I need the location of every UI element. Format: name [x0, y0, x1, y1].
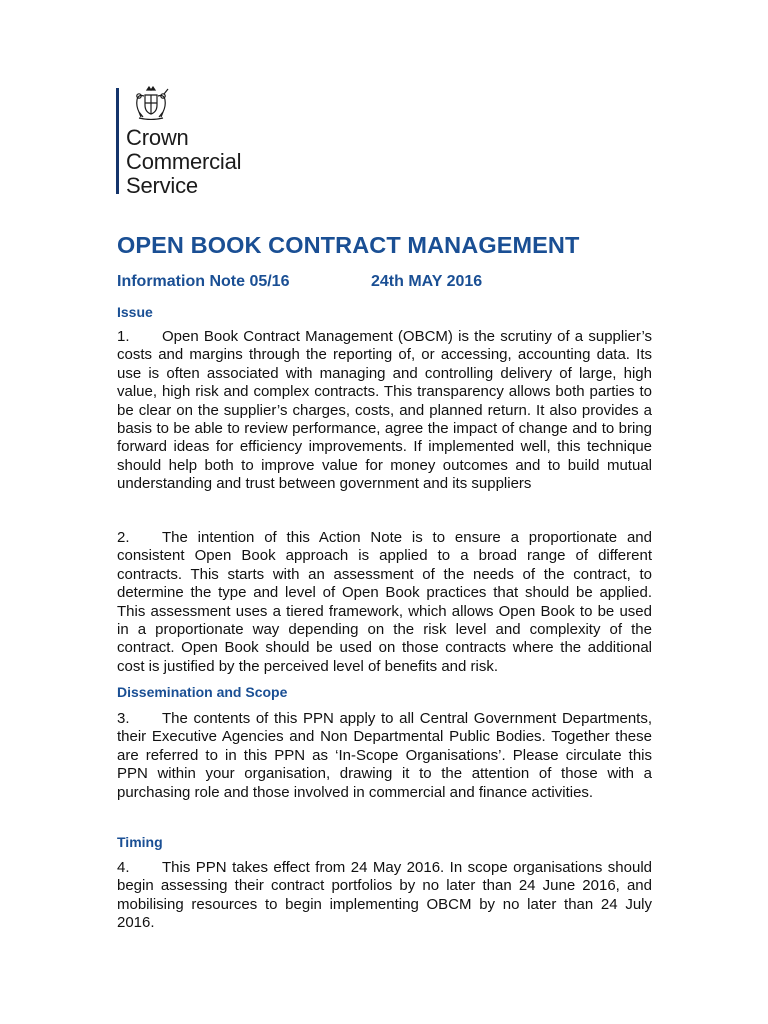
logo-wordmark: [126, 126, 241, 198]
paragraph-text: The intention of this Action Note is to ensure a proportionate and consistent Open Book approach is applied to a broad range of different contracts. This starts with an assessment of the needs of the contract, to determine the type and level of Open Book practices that should be applied. This assessment uses a tiered framework, which allows Open Book to be used in a proportionate way depending on the risk level and complexity of the contract. Open Book should be used on those contracts where the additional cost is justified by the perceived level of benefits and risk.: [117, 529, 652, 675]
paragraph-4: [117, 859, 652, 933]
logo-line-service: Service: [126, 173, 198, 198]
paragraph-number: 1.: [117, 328, 130, 345]
royal-coat-of-arms-icon: [131, 86, 171, 120]
paragraph-1: [117, 328, 652, 494]
crown-commercial-service-logo: [116, 86, 276, 196]
paragraph-text: Open Book Contract Management (OBCM) is the scrutiny of a supplier’s costs and margins through the reporting of, or accessing, accounting data. Its use is often associated with managing and controlling delivery of large, high value, high risk and complex contracts. This transparency allows both parties to be clear on the supplier’s charges, costs, and planned return. It also provides a basis to be able to review performance, agree the impact of change and to bring forward ideas for efficiency improvements. If implemented well, this technique should help both to improve value for money outcomes and to build mutual understanding and trust between government and its suppliers: [117, 328, 652, 493]
info-note-date: 24th MAY 2016: [371, 273, 483, 290]
info-note-line: [117, 273, 483, 291]
paragraph-number: 4.: [117, 859, 130, 876]
document-title: OPEN BOOK CONTRACT MANAGEMENT: [117, 232, 580, 258]
paragraph-3: [117, 710, 652, 802]
info-note-label: Information Note 05/16: [117, 273, 290, 290]
paragraph-number: 3.: [117, 710, 130, 727]
paragraph-number: 2.: [117, 529, 130, 546]
logo-line-commercial: Commercial: [126, 149, 242, 174]
logo-line-crown: Crown: [126, 125, 189, 150]
paragraph-2: [117, 529, 652, 676]
section-heading-dissemination-and-scope: Dissemination and Scope: [117, 684, 288, 700]
paragraph-text: The contents of this PPN apply to all Central Government Departments, their Executive Agencies and Non Departmental Public Bodies. Together these are referred to in this PPN as ‘In-Scope Organisations’. Please circulate this PPN within your organisation, drawing it to the attention of those with a purchasing role and those involved in commercial and finance activities.: [117, 710, 652, 801]
section-heading-issue: Issue: [117, 304, 153, 320]
section-heading-timing: Timing: [117, 834, 163, 850]
paragraph-text: This PPN takes effect from 24 May 2016. In scope organisations should begin assessing their contract portfolios by no later than 24 June 2016, and mobilising resources to begin implementing OBCM by no later than 24 July 2016.: [117, 859, 652, 932]
logo-divider-bar: [116, 88, 119, 194]
